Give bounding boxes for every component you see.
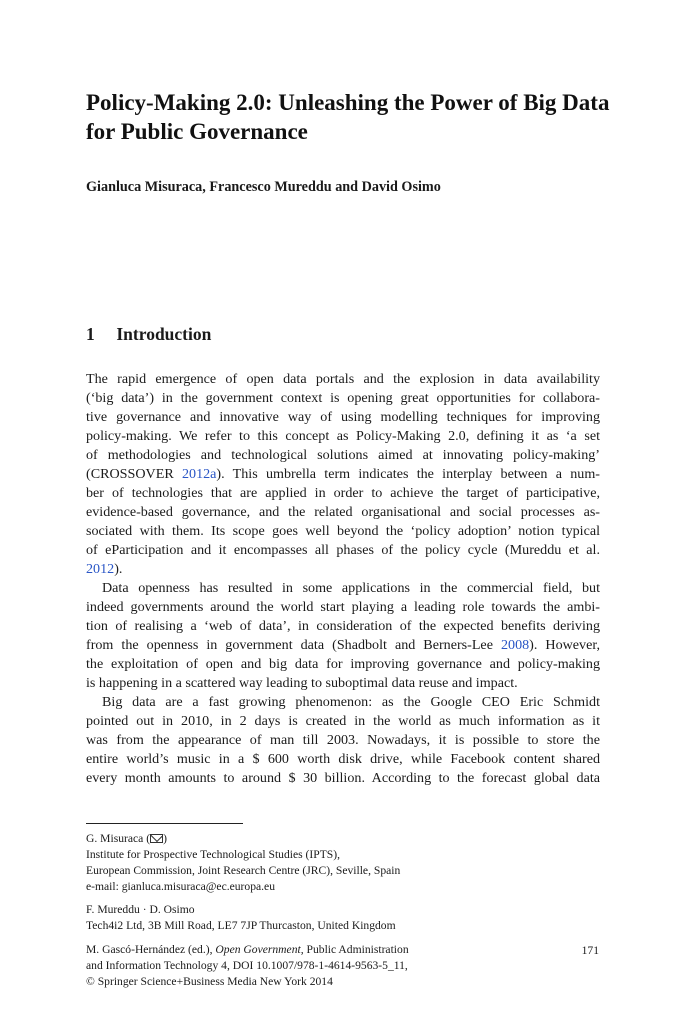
citation-line (86, 942, 606, 958)
text-line: pointed out in 2010, in 2 days is created in the world as much information as it (86, 713, 600, 729)
paragraph-2 (86, 579, 600, 693)
text-line: (‘big data’) in the government context is opening great opportunities for collabora- (86, 390, 600, 406)
text-line: is happening in a scattered way leading to suboptimal data reuse and impact. (86, 675, 518, 691)
paragraph-3 (86, 693, 600, 788)
citation-line: and Information Technology 4, DOI 10.1007/978-1-4614-9563-5_11, (86, 959, 408, 972)
text-span: (CROSSOVER (86, 466, 182, 482)
citation-line: © Springer Science+Business Media New York 2014 (86, 975, 333, 988)
section-title: Introduction (116, 324, 212, 344)
footnote-line: Tech4i2 Ltd, 3B Mill Road, LE7 7JP Thurcaston, United Kingdom (86, 919, 396, 932)
text-span: ). (114, 561, 123, 577)
text-line: ber of technologies that are applied in order to achieve the target of participative, (86, 485, 600, 501)
footnote-line: F. Mureddu · D. Osimo (86, 903, 195, 916)
footnote-line: European Commission, Joint Research Centre (JRC), Seville, Spain (86, 864, 401, 877)
section-number: 1 (86, 324, 95, 344)
text-span: G. Misuraca ( (86, 832, 151, 845)
text-line: tion of realising a ‘web of data’, in consideration of the expected benefits deriving (86, 618, 600, 634)
envelope-icon[interactable] (150, 834, 163, 843)
text-line: of eParticipation and it encompasses all phases of the policy cycle (Mureddu et al. (86, 542, 600, 558)
text-line (86, 560, 600, 579)
section-heading (86, 324, 211, 345)
citation-link-mureddu[interactable]: 2012 (86, 561, 115, 577)
text-line: Big data are a fast growing phenomenon: as the Google CEO Eric Schmidt (102, 694, 600, 710)
citation-block (86, 942, 606, 990)
text-line: Data openness has resulted in some applications in the commercial field, but (102, 580, 600, 596)
text-line: of methodologies and technological solutions aimed at innovating policy-making’ (86, 447, 600, 463)
footnote-divider (86, 823, 243, 824)
text-line: entire world’s music in a $ 600 worth disk drive, while Facebook content shared (86, 751, 600, 767)
paragraph-1 (86, 370, 600, 579)
footnote-line: Institute for Prospective Technological Studies (IPTS), (86, 848, 340, 861)
text-line: was from the appearance of man till 2003. Nowadays, it is possible to store the (86, 732, 600, 748)
text-line: indeed governments around the world start playing a leading role towards the ambi- (86, 599, 600, 615)
page-number: 171 (581, 944, 599, 957)
text-line: policy-making. We refer to this concept as Policy-Making 2.0, defining it as ‘a set (86, 428, 600, 444)
text-line: every month amounts to around $ 30 billion. According to the forecast global data (86, 770, 600, 786)
text-line: The rapid emergence of open data portals and the explosion in data availability (86, 371, 600, 387)
text-line (86, 465, 600, 484)
text-span: ) (163, 832, 167, 845)
paper-title: Policy-Making 2.0: Unleashing the Power of Big Data for Public Governance (86, 90, 610, 144)
text-line: the exploitation of open and big data for improving governance and policy-making (86, 656, 600, 672)
footnote-author (86, 831, 606, 847)
text-line: sociated with them. Its scope goes well beyond the ‘policy adoption’ notion typical (86, 523, 600, 539)
text-line: tive governance and innovative way of using modelling techniques for improving (86, 409, 600, 425)
text-span: Public Administration (303, 943, 409, 956)
text-span: M. Gascó-Hernández (ed.), (86, 943, 216, 956)
text-line (86, 636, 600, 655)
author-list: Gianluca Misuraca, Francesco Mureddu and David Osimo (86, 179, 441, 195)
text-span: from the openness in government data (Shadbolt and Berners-Lee (86, 637, 501, 653)
citation-link-shadbolt[interactable]: 2008 (500, 637, 530, 653)
text-span: ). However, (529, 637, 600, 653)
footnote-affiliation-1 (86, 831, 606, 895)
footnote-affiliation-2 (86, 902, 606, 934)
text-span: ). This umbrella term indicates the interplay between a num- (216, 466, 600, 482)
text-line: evidence-based governance, and the related organisational and social processes as- (86, 504, 600, 520)
citation-link-crossover[interactable]: 2012a (181, 466, 217, 482)
book-title: Open Government, (215, 943, 304, 956)
footnote-email[interactable]: e-mail: gianluca.misuraca@ec.europa.eu (86, 880, 275, 893)
